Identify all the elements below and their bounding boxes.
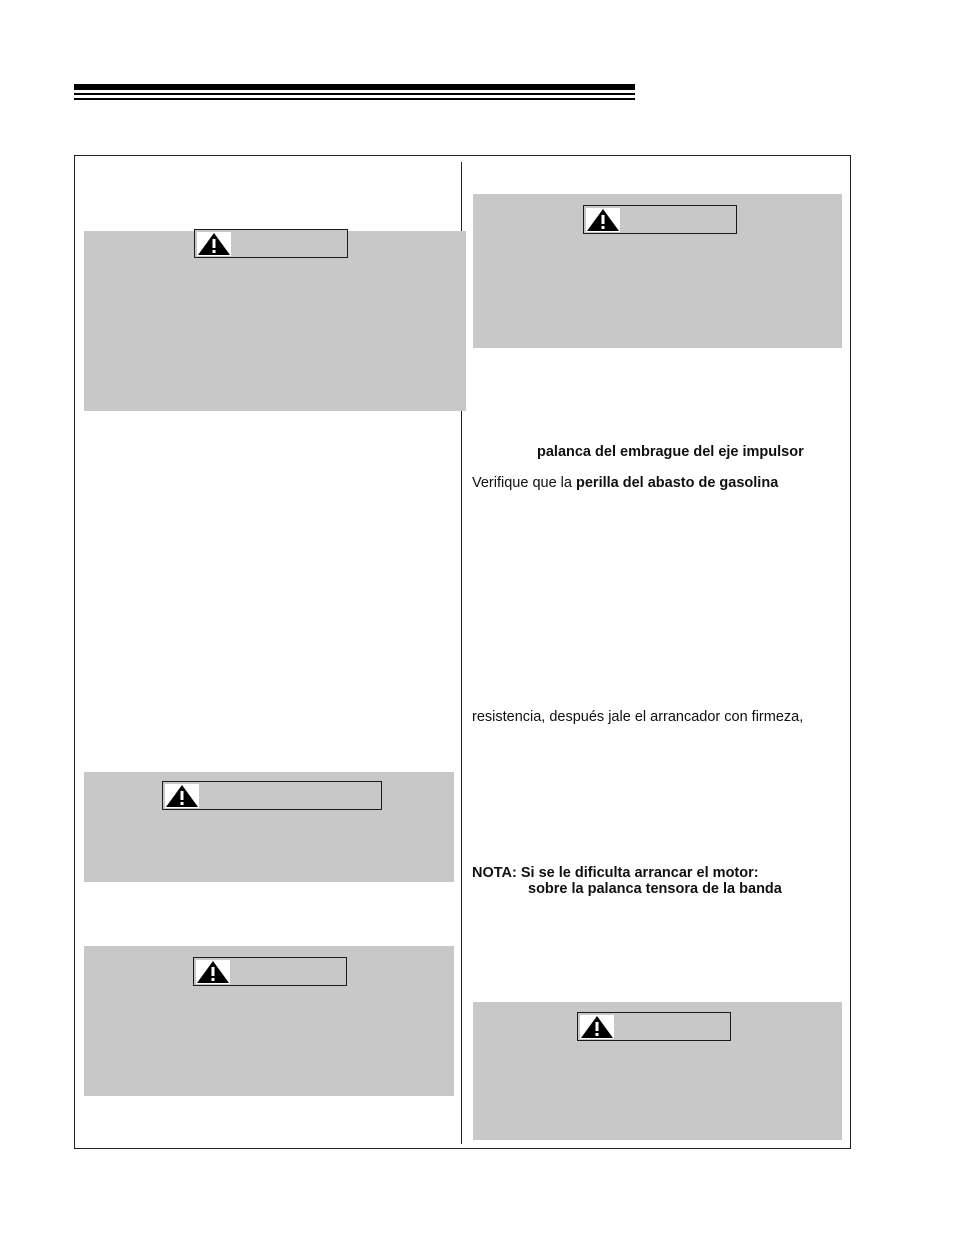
note-line-2: sobre la palanca tensora de la banda xyxy=(528,881,782,897)
warning-triangle-icon xyxy=(163,782,201,809)
warning-badge xyxy=(193,957,347,986)
warning-badge xyxy=(577,1012,731,1041)
warning-badge xyxy=(162,781,382,810)
note-line-1: NOTA: Si se le dificulta arrancar el motor: xyxy=(472,865,759,881)
warning-triangle-icon xyxy=(578,1013,616,1040)
header-rule-thin-2 xyxy=(74,98,635,100)
header-rule-thin-1 xyxy=(74,93,635,95)
fuel-knob-bold: perilla del abasto de gasolina xyxy=(576,475,779,491)
warning-badge xyxy=(583,205,737,234)
clutch-lever-text: palanca del embrague del eje impulsor xyxy=(537,444,804,460)
warning-triangle-icon xyxy=(195,230,233,257)
fuel-knob-prefix: Verifique que la xyxy=(472,475,576,491)
warning-panel-left-1 xyxy=(84,231,466,411)
fuel-knob-text xyxy=(472,475,778,492)
starter-text: resistencia, después jale el arrancador con firmeza, xyxy=(472,709,804,725)
warning-triangle-icon xyxy=(584,206,622,233)
warning-triangle-icon xyxy=(194,958,232,985)
header-rule-thick xyxy=(74,84,635,90)
warning-badge xyxy=(194,229,348,258)
